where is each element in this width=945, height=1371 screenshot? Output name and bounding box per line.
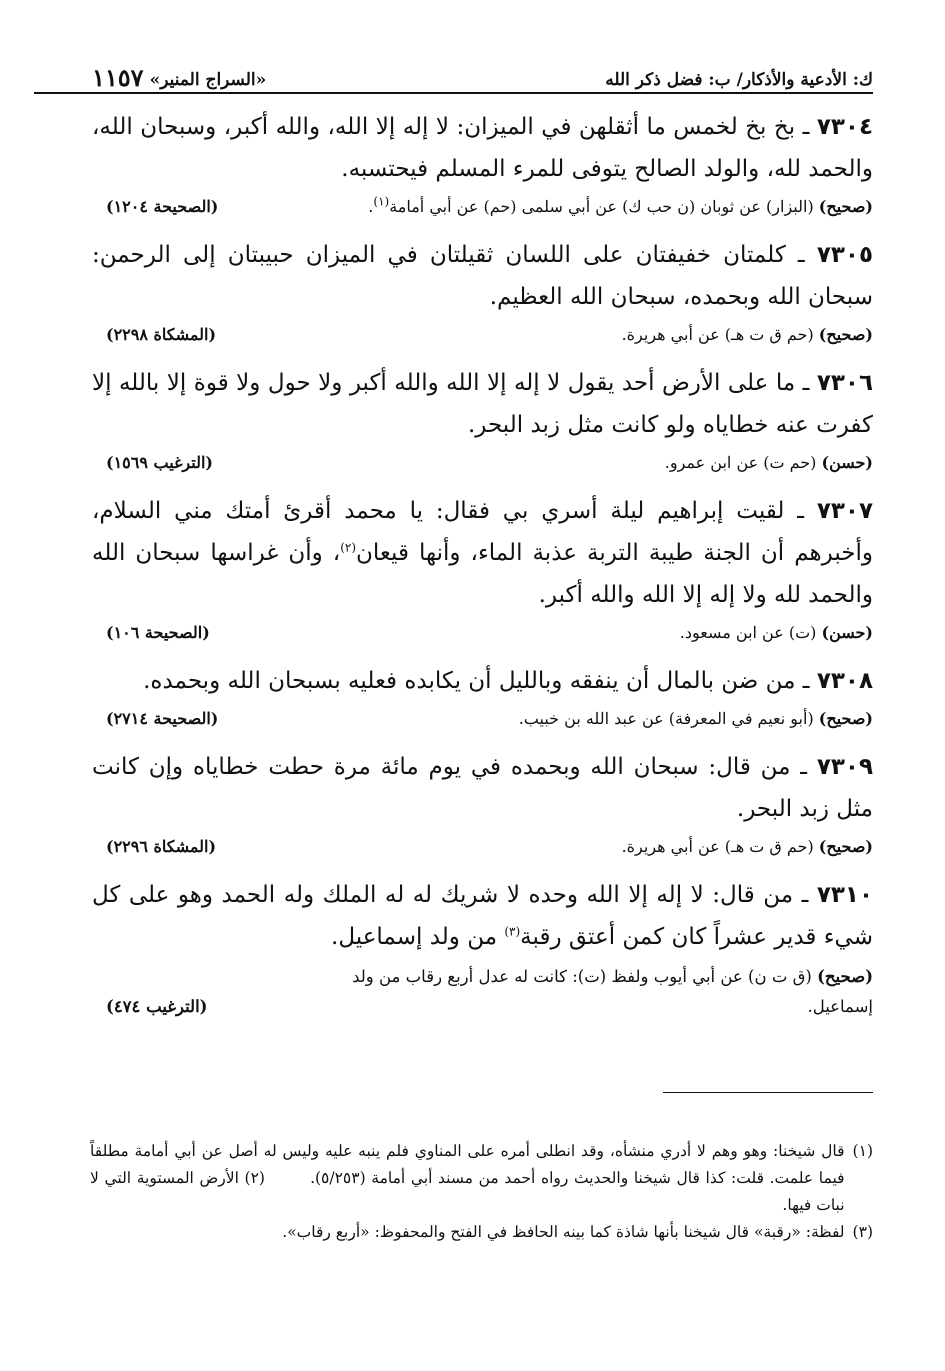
hadith-number: ٧٣٠٧ [816, 498, 873, 524]
hadith-body: لقيت إبراهيم ليلة أسري بي فقال: يا محمد أقرئ أمتك مني السلام، وأخبرهم أن الجنة طيبة التربة عذبة الماء، وأنها قيعان [92, 498, 873, 566]
source: (حم ق ت هـ) عن أبي هريرة. [621, 837, 814, 856]
footnote-number: (٢) [244, 1169, 265, 1187]
hadith-body: ما على الأرض أحد يقول لا إله إلا الله والله أكبر ولا حول ولا قوة إلا بالله إلا كفرت عنه خطاياه ولو كانت مثل زبد البحر. [92, 370, 873, 438]
hadith-body-continued: من ولد إسماعيل. [331, 924, 505, 950]
source-line [92, 618, 873, 648]
hadith-text: ٧٣٠٥ ـ كلمتان خفيفتان على اللسان ثقيلتان في الميزان حبيبتان إلى الرحمن: سبحان الله وبحمده، سبحان الله العظيم. [92, 242, 873, 310]
reference: (المشكاة ٢٢٩٨) [106, 325, 217, 344]
running-header [92, 58, 873, 90]
source: (حم ق ت هـ) عن أبي هريرة. [621, 325, 814, 344]
hadith-text: ٧٣٠٤ ـ بخ بخ لخمس ما أثقلهن في الميزان: لا إله إلا الله، والله أكبر، وسبحان الله، والحمد لله، والولد الصالح يتوفى للمرء المسلم فيحتسبه. [92, 114, 873, 182]
hadith-text: ٧٣٠٧ ـ لقيت إبراهيم ليلة أسري بي فقال: يا محمد أقرئ أمتك مني السلام، وأخبرهم أن الجنة طيبة التربة عذبة الماء، وأنها قيعان$^{(٢)}$، وأن غراسها سبحان الله والحمد لله ولا إله إلا الله والله أكبر. [92, 498, 873, 608]
grade: (صحيح) [817, 967, 873, 986]
source: (ق ت ن) عن أبي أيوب ولفظ (ت): كانت له عدل أربع رقاب من ولد [352, 967, 812, 986]
chapter-title: ك: الأدعية والأذكار/ ب: فضل ذكر الله [605, 70, 873, 90]
footnote-body: الأرض المستوية التي لا نبات فيها. [90, 1169, 845, 1214]
footnote-marker: (٣) [504, 924, 521, 939]
grade: (صحيح) [818, 325, 873, 344]
hadith-text: ٧٣٠٦ ـ ما على الأرض أحد يقول لا إله إلا الله والله أكبر ولا حول ولا قوة إلا بالله إلا كفرت عنه خطاياه ولو كانت مثل زبد البحر. [92, 370, 873, 438]
hadith-text: ٧٣٠٨ ـ من ضن بالمال أن ينفقه وبالليل أن يكابده فعليه بسبحان الله وبحمده. [143, 668, 873, 694]
hadith-body: من قال: لا إله إلا الله وحده لا شريك له له الملك وله الحمد وهو على كل شيء قدير عشراً كان كمن أعتق رقبة [92, 882, 873, 950]
footnote-text [90, 1138, 845, 1219]
source-line [92, 192, 873, 222]
source: (أبو نعيم في المعرفة) عن عبد الله بن خبيب. [518, 709, 814, 728]
hadith-number: ٧٣٠٩ [816, 754, 873, 780]
footnote [90, 1219, 873, 1246]
hadith-text: ٧٣٠٩ ـ من قال: سبحان الله وبحمده في يوم مائة مرة حطت خطاياه وإن كانت مثل زبد البحر. [92, 754, 873, 822]
source-text [680, 618, 873, 648]
hadith-body: بخ بخ لخمس ما أثقلهن في الميزان: لا إله إلا الله، والله أكبر، وسبحان الله، والحمد لله، والولد الصالح يتوفى للمرء المسلم فيحتسبه. [92, 114, 873, 182]
hadith-number: ٧٣٠٥ [816, 242, 873, 268]
hadith-entry [92, 490, 873, 648]
footnote-number: (١) [852, 1142, 873, 1160]
hadith-entry [92, 746, 873, 862]
hadith-number: ٧٣٠٤ [816, 114, 873, 140]
footnote-rule [663, 1092, 873, 1093]
source-text: (صحيح) (البزار) عن ثوبان (ن حب ك) عن أبي سلمى (حم) عن أبي أمامة$^{(١)}$. [368, 194, 873, 216]
hadith-body: كلمتان خفيفتان على اللسان ثقيلتان في الميزان حبيبتان إلى الرحمن: سبحان الله وبحمده، سبحان الله العظيم. [92, 242, 873, 310]
source-end: إسماعيل. [807, 997, 873, 1016]
header-left [92, 63, 267, 92]
hadith-body-continued: ، وأن غراسها سبحان الله والحمد لله ولا إله إلا الله والله أكبر. [92, 540, 873, 608]
source-text [622, 320, 873, 350]
reference: (الصحيحة ١٢٠٤) [106, 197, 219, 216]
footnote-marker: (٢) [340, 540, 357, 555]
footnote-body: لفظة: «رقبة» قال شيخنا بأنها شاذة كما بينه الحافظ في الفتح والمحفوظ: «أربع رقاب». [282, 1223, 845, 1241]
footnote-body: قال شيخنا: وهو وهم لا أدري منشأه، وقد انطلى أمره على المناوي فلم ينبه عليه وليس له أصل عن أبي أمامة مطلقاً فيما علمت. قلت: كذا قال شيخنا والحديث رواه أحمد من مسند أبي أمامة (٥/٢٥٣). [90, 1142, 845, 1187]
source-line [92, 704, 873, 734]
hadith-entry [92, 234, 873, 350]
hadith-entry [92, 362, 873, 478]
source-text [622, 832, 873, 862]
book-title: «السراج المنير» [149, 70, 267, 90]
footnote-marker: (١) [373, 194, 390, 209]
reference: (الصحيحة ٢٧١٤) [106, 709, 219, 728]
grade: (صحيح) [818, 709, 873, 728]
page-number: ١١٥٧ [92, 63, 144, 92]
hadith-number: ٧٣٠٦ [816, 370, 873, 396]
footnote-number: (٣) [852, 1223, 873, 1241]
hadith-body: من ضن بالمال أن ينفقه وبالليل أن يكابده فعليه بسبحان الله وبحمده. [143, 668, 796, 694]
hadith-text: ٧٣١٠ ـ من قال: لا إله إلا الله وحده لا شريك له له الملك وله الحمد وهو على كل شيء قدير عشراً كان كمن أعتق رقبة$^{(٣)}$ من ولد إسماعيل. [92, 882, 873, 950]
hadith-entry [92, 874, 873, 1022]
grade: (حسن) [821, 453, 873, 472]
source-line [92, 832, 873, 862]
reference: (المشكاة ٢٢٩٦) [106, 837, 217, 856]
grade: (حسن) [821, 623, 873, 642]
footnotes [90, 1138, 873, 1246]
grade: (صحيح) [818, 197, 873, 216]
source-line [92, 320, 873, 350]
grade: (صحيح) [818, 837, 873, 856]
source-text [92, 962, 873, 992]
source-text [519, 704, 873, 734]
source-line [92, 448, 873, 478]
hadith-number: ٧٣١٠ [816, 882, 873, 908]
header-rule [34, 92, 873, 94]
hadith-body: من قال: سبحان الله وبحمده في يوم مائة مرة حطت خطاياه وإن كانت مثل زبد البحر. [92, 754, 873, 822]
reference: (الترغيب ١٥٦٩) [106, 453, 213, 472]
source: (ت) عن ابن مسعود. [679, 623, 817, 642]
hadith-entry [92, 106, 873, 222]
source: (حم ت) عن ابن عمرو. [664, 453, 817, 472]
source-block [92, 962, 873, 1022]
source: (البزار) عن ثوبان (ن حب ك) عن أبي سلمى (حم) عن أبي أمامة [389, 197, 814, 216]
hadith-entry [92, 660, 873, 734]
source-text [665, 448, 873, 478]
footnote [90, 1138, 873, 1219]
hadith-number: ٧٣٠٨ [816, 668, 873, 694]
source-end-line [92, 992, 873, 1022]
reference: (الصحيحة ١٠٦) [106, 623, 210, 642]
reference: (الترغيب ٤٧٤) [106, 997, 208, 1016]
